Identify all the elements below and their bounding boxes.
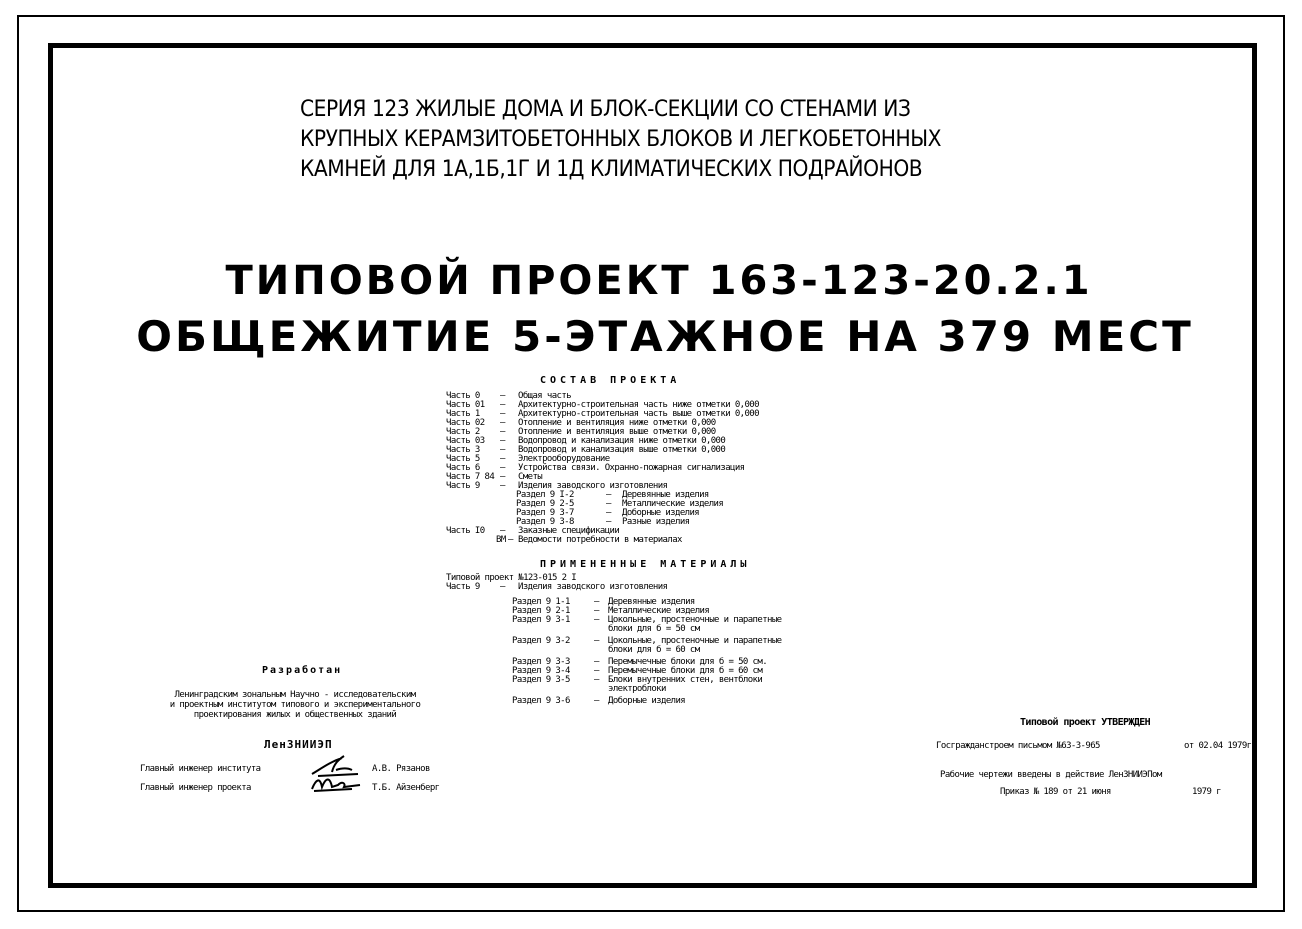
section-code: Раздел 9 2-5 xyxy=(516,499,574,509)
signature-role: Главный инженер института xyxy=(140,764,261,774)
series-line-1: СЕРИЯ 123 ЖИЛЫЕ ДОМА И БЛОК-СЕКЦИИ СО СТЕНАМИ ИЗ xyxy=(300,97,911,122)
section-text: Цокольные, простеночные и парапетные xyxy=(608,636,782,646)
series-title xyxy=(300,95,981,185)
org-line: и проектным институтом типового и экспериментального xyxy=(169,700,421,710)
section-code: Раздел 9 3-3 xyxy=(512,657,570,667)
section-text: Цокольные, простеночные и парапетные xyxy=(608,615,782,625)
section-text: Деревянные изделия xyxy=(622,490,709,500)
composition-heading: СОСТАВ ПРОЕКТА xyxy=(540,375,681,386)
developer-heading: Разработан xyxy=(262,665,343,676)
part-text: Отопление и вентиляция выше отметки 0,000 xyxy=(518,427,716,437)
approval-line-3: Рабочие чертежи введены в действие ЛенЗНИИЭПом xyxy=(940,770,1162,780)
signature-name: Т.Б. Айзенберг xyxy=(372,783,440,793)
developer-short-name: ЛенЗНИИЭП xyxy=(264,738,333,751)
building-title: ОБЩЕЖИТИЕ 5-ЭТАЖНОЕ НА 379 МЕСТ xyxy=(136,312,1194,361)
section-text-cont: блоки для б = 60 см xyxy=(608,645,700,655)
approval-letter: Госгражданстроем письмом №63-3-965 xyxy=(936,741,1100,751)
part-text: Изделия заводского изготовления xyxy=(518,481,668,491)
part-code: Часть 6 xyxy=(446,463,480,473)
signature-name: А.В. Рязанов xyxy=(372,764,430,774)
part-text: Архитектурно-строительная часть выше отметки 0,000 xyxy=(518,409,759,419)
section-text: Доборные изделия xyxy=(608,696,686,706)
developer-org xyxy=(140,691,450,721)
signature-icon xyxy=(308,773,364,795)
org-line: проектирования жилых и общественных зданий xyxy=(193,710,397,720)
section-code: Раздел 9 3-4 xyxy=(512,666,570,676)
section-text: Доборные изделия xyxy=(622,508,700,518)
part-code: Часть 03 xyxy=(446,436,485,446)
section-code: Раздел 9 1-1 xyxy=(512,597,570,607)
part-code: Часть 9 xyxy=(446,481,480,491)
part-code: Часть 3 xyxy=(446,445,480,455)
org-line: Ленинградским зональным Научно - исследовательским xyxy=(174,690,416,700)
section-code: Раздел 9 3-1 xyxy=(512,615,570,625)
section-text: Разные изделия xyxy=(622,517,690,527)
part-text: Сметы xyxy=(518,472,543,482)
approval-date: от 02.04 1979г xyxy=(1184,741,1252,751)
approval-line-1: Типовой проект УТВЕРЖДЕН xyxy=(1020,717,1151,728)
applied-heading: ПРИМЕНЕННЫЕ МАТЕРИАЛЫ xyxy=(540,559,751,570)
part-code: Часть 5 xyxy=(446,454,480,464)
part-text: Водопровод и канализация выше отметки 0,000 xyxy=(518,445,726,455)
part-code: Часть 0 xyxy=(446,391,480,401)
part-text: Общая часть xyxy=(518,391,572,401)
series-line-3: КАМНЕЙ ДЛЯ 1А,1Б,1Г И 1Д КЛИМАТИЧЕСКИХ ПОДРАЙОНОВ xyxy=(300,157,923,182)
section-text: Перемычечные блоки для б = 60 см xyxy=(608,666,763,676)
section-code: Раздел 9 3-2 xyxy=(512,636,570,646)
part-text: Отопление и вентиляция ниже отметки 0,000 xyxy=(518,418,716,428)
section-text: Блоки внутренних стен, вентблоки xyxy=(608,675,763,685)
section-code: Раздел 9 3-8 xyxy=(516,517,574,527)
section-text: Металлические изделия xyxy=(608,606,710,616)
part-code: ВМ xyxy=(496,535,506,545)
applied-project: Типовой проект №123-015 2 I xyxy=(446,573,577,583)
part-text: Архитектурно-строительная часть ниже отметки 0,000 xyxy=(518,400,759,410)
part-code: Часть 7 84 xyxy=(446,472,495,482)
part-code: Часть I0 xyxy=(446,526,485,536)
series-line-2: КРУПНЫХ КЕРАМЗИТОБЕТОННЫХ БЛОКОВ И ЛЕГКОБЕТОННЫХ xyxy=(300,127,942,152)
section-code: Раздел 9 3-6 xyxy=(512,696,570,706)
part-text: Ведомости потребности в материалах xyxy=(518,535,682,545)
signature-row xyxy=(140,781,460,795)
section-code: Раздел 9 2-1 xyxy=(512,606,570,616)
section-code: Раздел 9 I-2 xyxy=(516,490,574,500)
section-text-cont: блоки для б = 50 см xyxy=(608,624,700,634)
part-text: Электрооборудование xyxy=(518,454,610,464)
part-code: Часть 1 xyxy=(446,409,480,419)
applied-part-text: Изделия заводского изготовления xyxy=(518,582,668,592)
section-text-cont: электроблоки xyxy=(608,684,666,694)
applied-part: Часть 9 xyxy=(446,582,480,592)
section-code: Раздел 9 3-7 xyxy=(516,508,574,518)
part-code: Часть 2 xyxy=(446,427,480,437)
signature-role: Главный инженер проекта xyxy=(140,783,251,793)
section-code: Раздел 9 3-5 xyxy=(512,675,570,685)
part-text: Устройства связи. Охранно-пожарная сигнализация xyxy=(518,463,745,473)
section-text: Деревянные изделия xyxy=(608,597,695,607)
project-title: ТИПОВОЙ ПРОЕКТ 163-123-20.2.1 xyxy=(225,258,1093,304)
approval-order: Приказ № 189 от 21 июня xyxy=(1000,787,1111,797)
part-text: Заказные спецификации xyxy=(518,526,620,536)
part-text: Водопровод и канализация ниже отметки 0,000 xyxy=(518,436,726,446)
section-text: Металлические изделия xyxy=(622,499,724,509)
part-code: Часть 01 xyxy=(446,400,485,410)
approval-year: 1979 г xyxy=(1192,787,1221,797)
part-code: Часть 02 xyxy=(446,418,485,428)
signature-row xyxy=(140,762,460,776)
section-text: Перемычечные блоки для б = 50 см. xyxy=(608,657,768,667)
